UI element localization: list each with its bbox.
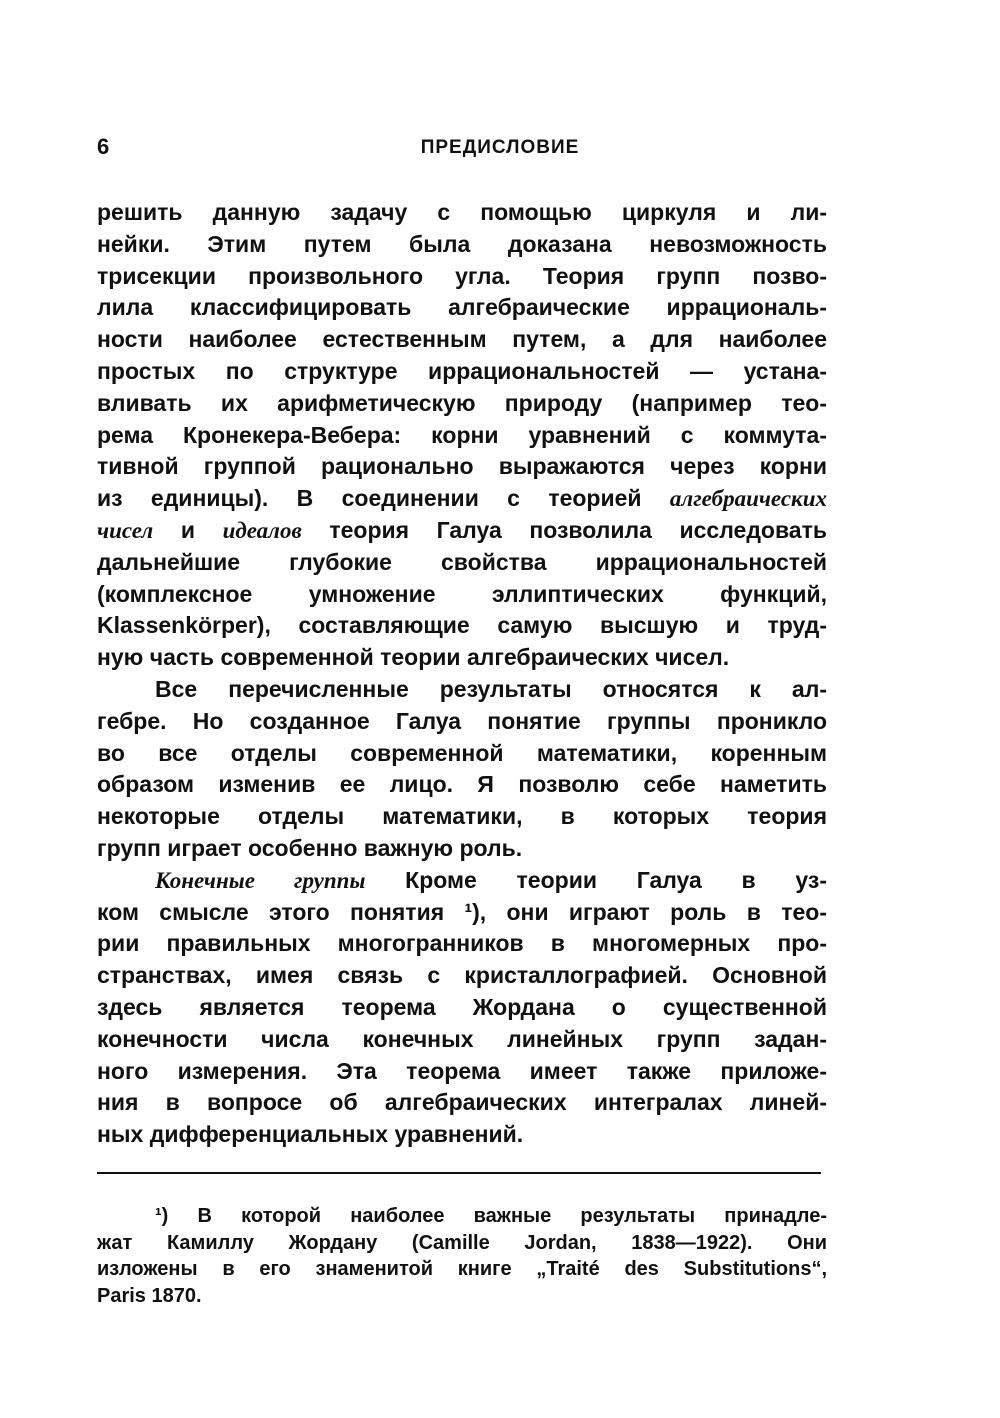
text-line: Klassenkörper), составляющие самую высшую и труд-	[97, 612, 827, 639]
footnote-line: Paris 1870.	[97, 1284, 202, 1307]
text-line: групп играет особенно важную роль.	[97, 834, 523, 861]
text-line: вливать их арифметическую природу (например тео-	[97, 389, 827, 416]
text-line: здесь является теорема Жордана о существенной	[97, 993, 827, 1020]
text-line: ности наиболее естественным путем, а для наиболее	[97, 326, 827, 353]
text-line: рии правильных многогранников в многомерных про-	[97, 930, 827, 957]
italic-term: Конечные группы	[155, 867, 366, 893]
text-line: рема Кронекера-Вебера: корни уравнений с коммута-	[97, 421, 827, 448]
text-line: ния в вопросе об алгебраических интегралах линей-	[97, 1089, 827, 1116]
footnote-line: изложены в его знаменитой книге „Traité des Substitutions“,	[97, 1258, 827, 1280]
footnote-line: ¹) В которой наиболее важные результаты принадле-	[155, 1205, 827, 1227]
italic-term: идеалов	[222, 517, 302, 543]
text-line: конечности числа конечных линейных групп задан-	[97, 1025, 827, 1052]
text-line	[97, 483, 827, 515]
text-line: ного измерения. Эта теорема имеет также приложе-	[97, 1057, 827, 1084]
running-title: ПРЕДИСЛОВИЕ	[420, 137, 580, 158]
text-line: ных дифференциальных уравнений.	[97, 1121, 524, 1148]
text-line: странствах, имея связь с кристаллографией. Основной	[97, 962, 827, 989]
footnote-line: жат Камиллу Жордану (Camille Jordan, 1838—1922). Они	[97, 1231, 827, 1254]
page-number: 6	[97, 134, 110, 159]
text-line: гебре. Но созданное Галуа понятие группы проникло	[97, 707, 827, 734]
text-line: (комплексное умножение эллиптических функций,	[97, 580, 827, 607]
text-line: трисекции произвольного угла. Теория групп позво-	[97, 262, 827, 289]
text-line: Все перечисленные результаты относятся к ал-	[155, 675, 827, 702]
italic-term: чисел	[97, 517, 154, 543]
text-line: ную часть современной теории алгебраических чисел.	[97, 644, 730, 671]
italic-term: алгебраических	[669, 486, 827, 512]
text-line: во все отделы современной математики, коренным	[97, 739, 827, 766]
text-line: образом изменив ее лицо. Я позволю себе наметить	[97, 771, 827, 798]
text-segment: и	[153, 516, 223, 543]
footnote	[97, 1203, 827, 1309]
text-line: дальнейшие глубокие свойства иррациональностей	[97, 548, 827, 575]
text-line: простых по структуре иррациональностей — устана-	[97, 357, 827, 384]
text-line: решить данную задачу с помощью циркуля и ли-	[97, 199, 827, 225]
text-line: нейки. Этим путем была доказана невозможность	[97, 230, 827, 257]
text-line: лила классифицировать алгебраические иррациональ-	[97, 294, 827, 321]
text-segment: теория Галуа позволила исследовать	[301, 516, 827, 543]
text-segment: Кроме теории Галуа в уз-	[365, 866, 827, 893]
body-text	[97, 197, 827, 1151]
text-line	[97, 515, 827, 547]
text-line: ком смысле этого понятия ¹), они играют роль в тео-	[97, 898, 827, 925]
text-line: тивной группой рационально выражаются через корни	[97, 453, 827, 480]
footnote-divider	[97, 1172, 821, 1174]
text-line: некоторые отделы математики, в которых теория	[97, 803, 827, 830]
text-line	[97, 865, 827, 897]
text-segment: из единицы). В соединении с теорией	[97, 485, 670, 512]
